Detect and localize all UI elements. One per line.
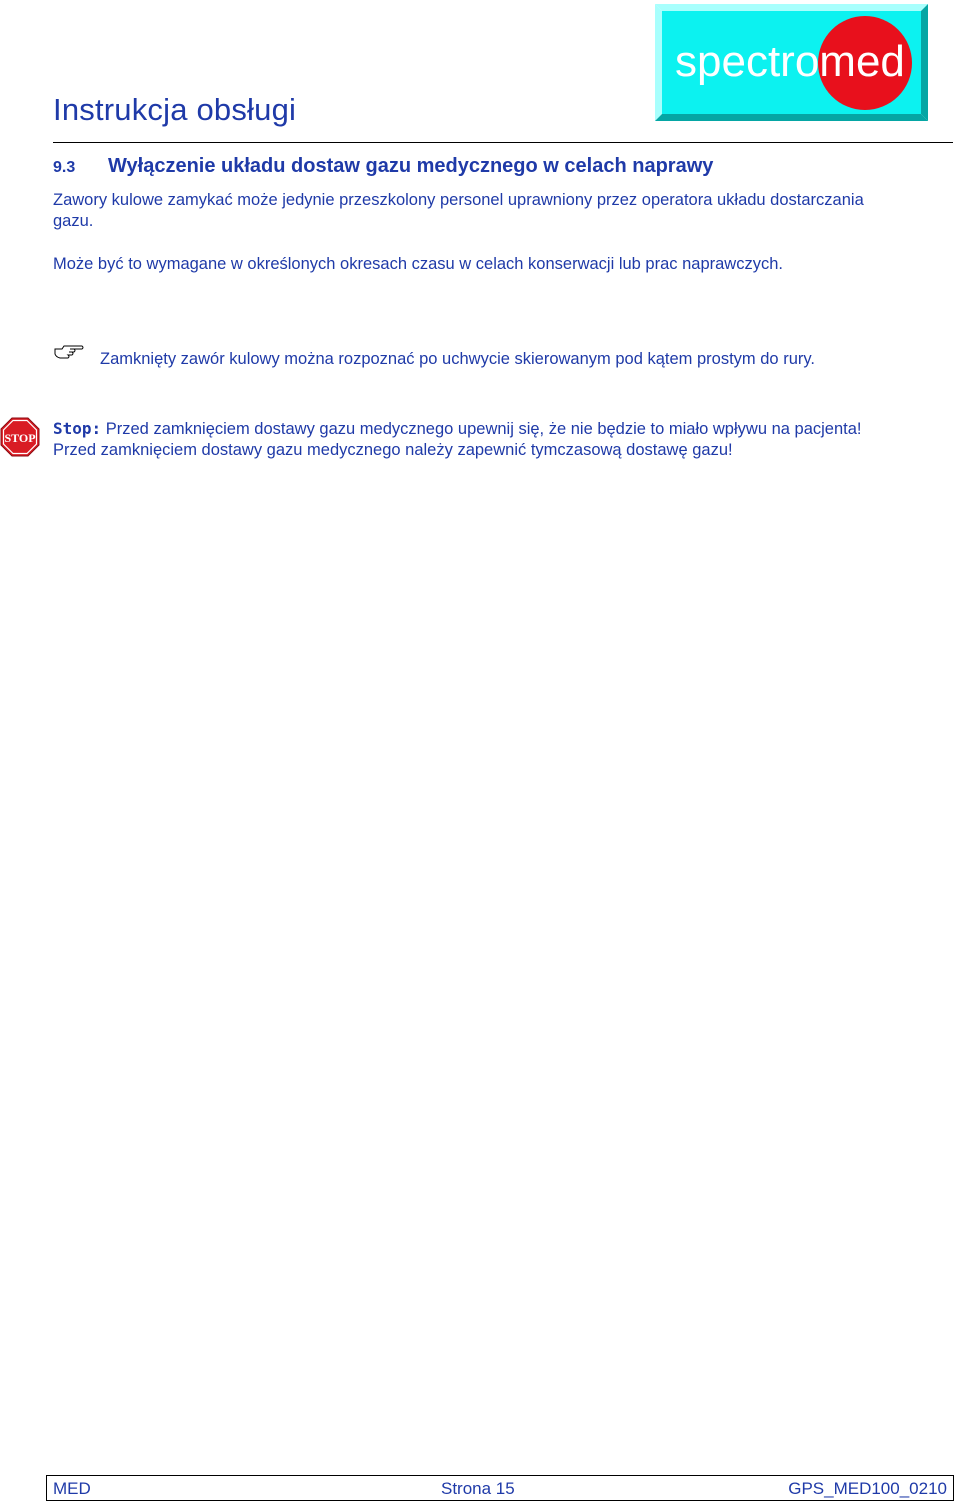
footer-page-number: Strona 15 bbox=[441, 1479, 515, 1498]
page-title: Instrukcja obsługi bbox=[53, 92, 297, 127]
section-title: Wyłączenie układu dostaw gazu medycznego w celach naprawy bbox=[108, 155, 714, 177]
stop-warning bbox=[53, 418, 873, 461]
logo-text: spectromed bbox=[675, 37, 905, 86]
pointing-hand-icon bbox=[54, 343, 84, 359]
hint-text: Zamknięty zawór kulowy można rozpoznać po uchwycie skierowanym pod kątem prostym do rury. bbox=[100, 350, 815, 368]
stop-sign-text: STOP bbox=[4, 431, 36, 445]
stop-text: Przed zamknięciem dostawy gazu medycznego upewnij się, że nie będzie to miało wpływu na pacjenta! Przed zamknięciem dostawy gazu medycznego należy zapewnić tymczasową dostawę gazu! bbox=[53, 420, 862, 459]
stop-sign-icon bbox=[0, 417, 40, 457]
section-heading bbox=[53, 155, 713, 178]
paragraph-1: Zawory kulowe zamykać może jedynie przeszkolony personel uprawniony przez operatora układu dostarczania gazu. bbox=[53, 191, 864, 230]
footer-left: MED bbox=[53, 1479, 91, 1498]
page-footer bbox=[46, 1475, 954, 1501]
spectromed-logo bbox=[655, 4, 928, 121]
paragraph-2: Może być to wymagane w określonych okresach czasu w celach konserwacji lub prac naprawczych. bbox=[53, 255, 783, 273]
footer-doc-code: GPS_MED100_0210 bbox=[788, 1479, 947, 1498]
header-divider bbox=[53, 142, 953, 143]
stop-label: Stop: bbox=[53, 419, 102, 438]
section-number: 9.3 bbox=[53, 159, 76, 176]
